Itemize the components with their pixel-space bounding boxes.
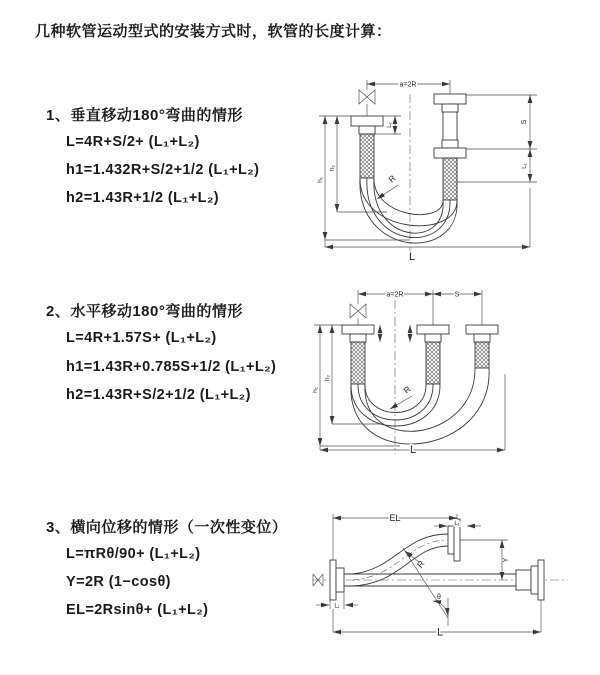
middle-pipe-assembly xyxy=(417,325,449,384)
right-pipe-assembly xyxy=(434,94,466,200)
dim-label-stroke: S xyxy=(454,291,460,299)
left-flange xyxy=(330,560,344,600)
dim-label-fitting-left: L₁ xyxy=(334,603,340,610)
dimension-radius xyxy=(405,551,427,570)
dim-label-radius: R xyxy=(414,558,427,570)
dim-label-fitting-left: L₁ xyxy=(387,122,393,128)
vertical-movement-diagram xyxy=(315,70,590,265)
dimension-length xyxy=(320,374,505,456)
page-title: 几种软管运动型式的安装方式时，软管的长度计算： xyxy=(35,23,392,40)
left-pipe-assembly xyxy=(342,325,374,384)
dim-label-h2: h₂ xyxy=(324,374,331,382)
section-2-formula-h1: h1=1.43R+0.785S+1/2 (L₁+L₂) xyxy=(66,359,277,375)
horizontal-movement-diagram xyxy=(310,282,600,460)
section-1-heading: 1、垂直移动180°弯曲的情形 xyxy=(46,107,243,124)
dim-label-span: a=2R xyxy=(399,81,417,89)
left-pipe-assembly xyxy=(351,116,383,178)
braided-hose-section xyxy=(443,158,457,200)
dim-label-stroke: S xyxy=(521,119,528,125)
dim-label-h2: h₂ xyxy=(329,164,336,172)
dimension-angle xyxy=(403,548,448,626)
dim-label-el: EL xyxy=(389,513,401,523)
dimension-radius xyxy=(390,384,413,409)
dimension-radius xyxy=(377,173,398,199)
dim-label-fitting-top: L₁ xyxy=(454,521,460,527)
flange-neck xyxy=(442,104,458,112)
dim-label-angle: θ xyxy=(437,594,441,601)
dim-label-length: L xyxy=(409,444,417,456)
section-3-formula-L: L=πRθ/90+ (L₁+L₂) xyxy=(66,546,201,562)
dim-label-offset: Y xyxy=(503,557,510,563)
braided-hose-section xyxy=(360,134,374,178)
dimension-length xyxy=(333,600,541,639)
dim-label-fitting-right: L₁ xyxy=(522,163,528,169)
flange xyxy=(434,94,466,104)
dim-label-h1: h₁ xyxy=(312,387,319,393)
section-2-formula-L: L=4R+1.57S+ (L₁+L₂) xyxy=(66,330,217,346)
right-pipe-assembly xyxy=(466,325,498,368)
dim-label-length: L xyxy=(436,626,444,639)
dimension-span xyxy=(367,80,450,94)
dimension-span xyxy=(358,290,482,325)
section-3-formula-EL: EL=2Rsinθ+ (L₁+L₂) xyxy=(66,602,209,618)
dimension-fitting-left xyxy=(316,592,358,610)
flange-neck xyxy=(442,140,458,148)
hose-curves xyxy=(351,368,489,444)
flange xyxy=(351,116,383,126)
dim-label-length: L xyxy=(408,251,416,263)
dim-label-h1: h₁ xyxy=(317,177,324,183)
dimension-el xyxy=(333,513,460,560)
dim-label-radius: R xyxy=(386,173,398,185)
hose-curves xyxy=(360,178,457,243)
lateral-displacement-diagram xyxy=(300,506,600,648)
section-1-formula-h1: h1=1.432R+S/2+1/2 (L₁+L₂) xyxy=(66,162,260,178)
flange-neck xyxy=(359,126,375,134)
section-1-formula-L: L=4R+S/2+ (L₁+L₂) xyxy=(66,134,200,150)
valve-icon xyxy=(350,304,366,325)
dimension-stroke xyxy=(457,95,537,182)
section-3-heading: 3、横向位移的情形（一次性变位） xyxy=(46,519,288,536)
valve-icon xyxy=(359,90,375,116)
dimension-fitting-top xyxy=(434,521,481,527)
section-1-formula-h2: h2=1.43R+1/2 (L₁+L₂) xyxy=(66,190,220,206)
section-3-formula-Y: Y=2R (1−cosθ) xyxy=(66,574,171,590)
dim-label-span: a=2R xyxy=(386,291,404,299)
section-2-heading: 2、水平移动180°弯曲的情形 xyxy=(46,303,243,320)
section-2-formula-h2: h2=1.43R+S/2+1/2 (L₁+L₂) xyxy=(66,387,251,403)
flange xyxy=(434,148,466,158)
upper-flange-neck xyxy=(448,526,454,554)
dim-label-radius: R xyxy=(401,383,413,396)
